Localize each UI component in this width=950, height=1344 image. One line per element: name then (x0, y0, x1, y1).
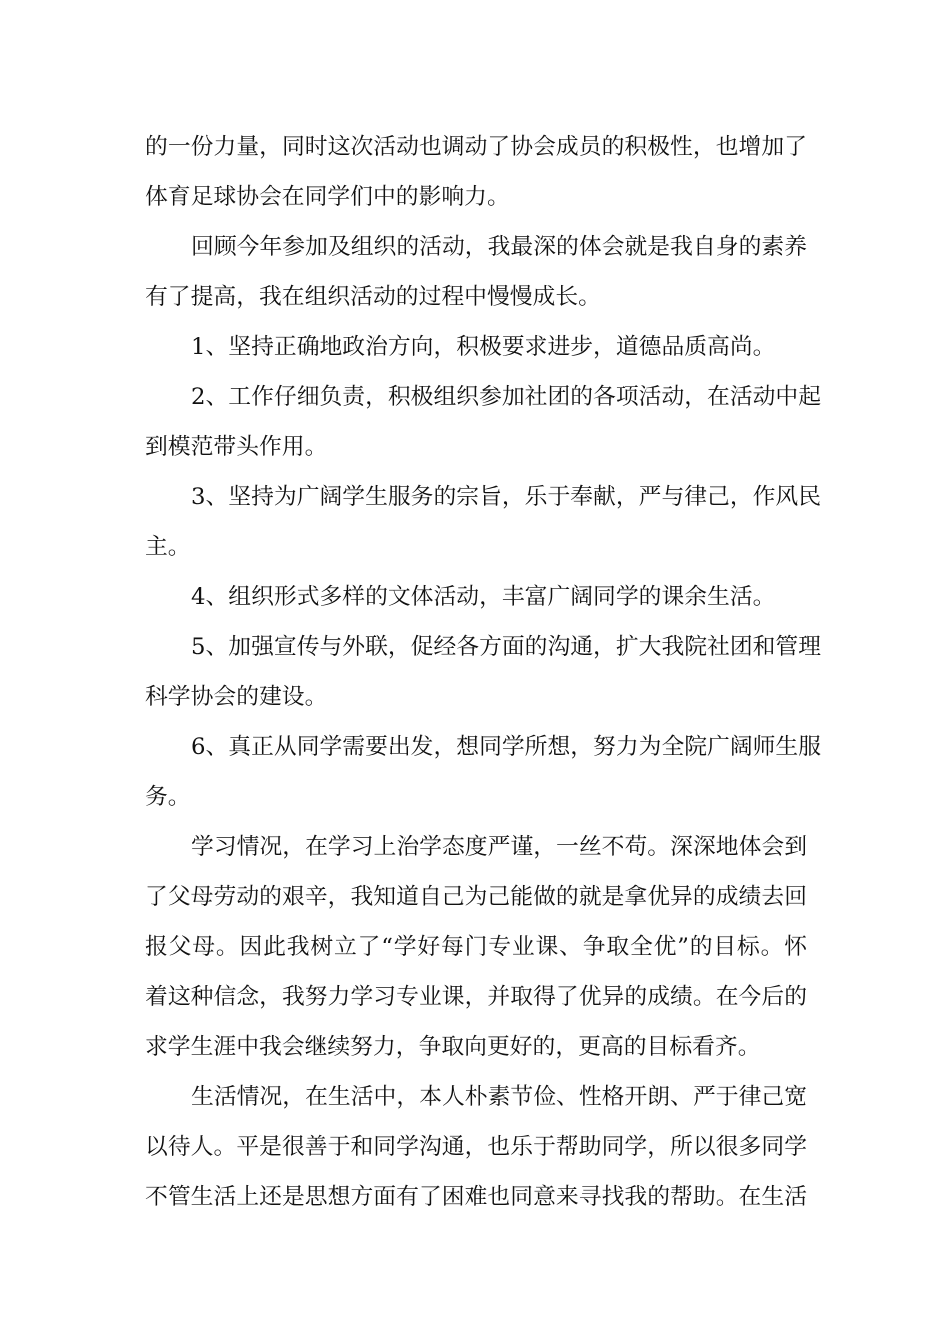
text-line: 着这种信念，我努力学习专业课，并取得了优异的成绩。在今后的 (145, 984, 807, 1010)
text-line: 科学协会的建设。 (145, 684, 328, 710)
text-line: 生活情况，在生活中，本人朴素节俭、性格开朗、严于律己宽 (191, 1084, 807, 1110)
text-line: 学习情况，在学习上治学态度严谨，一丝不苟。深深地体会到 (191, 834, 807, 860)
text-line: 1、坚持正确地政治方向，积极要求进步，道德品质高尚。 (191, 334, 776, 360)
text-line: 不管生活上还是思想方面有了困难也同意来寻找我的帮助。在生活 (145, 1184, 807, 1210)
document-body (145, 122, 822, 1222)
text-line: 5、加强宣传与外联，促经各方面的沟通，扩大我院社团和管理 (191, 634, 822, 660)
text-line: 求学生涯中我会继续努力，争取向更好的，更高的目标看齐。 (145, 1034, 761, 1060)
text-line: 到模范带头作用。 (145, 434, 328, 460)
text-line: 了父母劳动的艰辛，我知道自己为己能做的就是拿优异的成绩去回 (145, 884, 807, 910)
text-line: 主。 (145, 534, 191, 560)
text-line: 有了提高，我在组织活动的过程中慢慢成长。 (145, 284, 601, 310)
text-line: 以待人。平是很善于和同学沟通，也乐于帮助同学，所以很多同学 (145, 1134, 807, 1160)
text-line: 2、工作仔细负责，积极组织参加社团的各项活动，在活动中起 (191, 384, 822, 410)
text-line: 体育足球协会在同学们中的影响力。 (145, 184, 510, 210)
text-line: 的一份力量，同时这次活动也调动了协会成员的积极性，也增加了 (145, 134, 807, 160)
text-line: 务。 (145, 784, 191, 810)
text-line: 4、组织形式多样的文体活动，丰富广阔同学的课余生活。 (191, 584, 776, 610)
text-line: 报父母。因此我树立了“学好每门专业课、争取全优”的目标。怀 (145, 934, 807, 960)
text-line: 回顾今年参加及组织的活动，我最深的体会就是我自身的素养 (191, 234, 807, 260)
text-line: 3、坚持为广阔学生服务的宗旨，乐于奉献，严与律己，作风民 (191, 484, 822, 510)
text-line: 6、真正从同学需要出发，想同学所想，努力为全院广阔师生服 (191, 734, 822, 760)
